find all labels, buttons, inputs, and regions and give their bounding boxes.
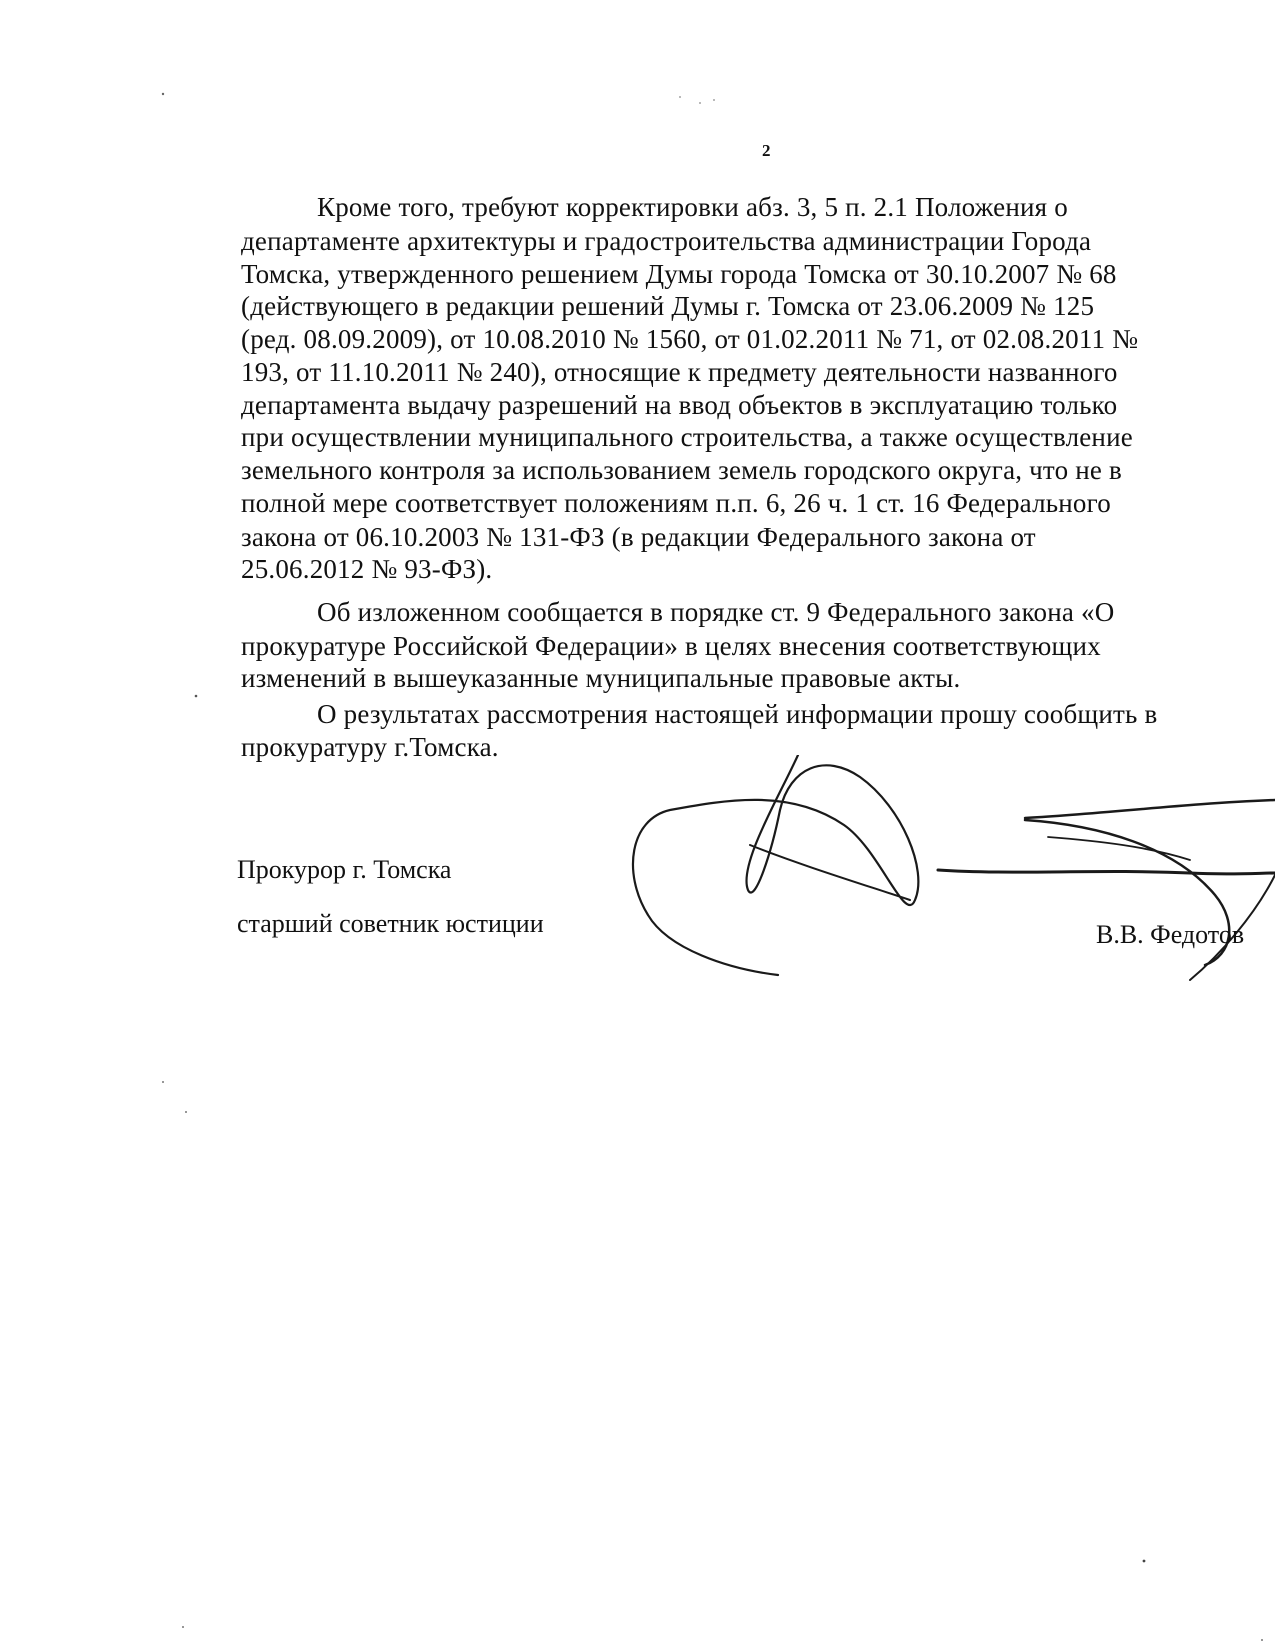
paragraph-3-line-1: О результатах рассмотрения настоящей информации прошу сообщить в (317, 699, 1158, 729)
paragraph-1-line-7: департамента выдачу разрешений на ввод объектов в эксплуатацию только (241, 390, 1118, 420)
page-number: 2 (762, 141, 771, 160)
paragraph-1-line-8: при осуществлении муниципального строительства, а также осуществление (241, 422, 1133, 452)
paragraph-1-line-11: закона от 06.10.2003 № 131-ФЗ (в редакции Федерального закона от (241, 522, 1036, 552)
paragraph-1-line-10: полной мере соответствует положениям п.п. 6, 26 ч. 1 ст. 16 Федерального (241, 488, 1111, 518)
paragraph-2-line-1: Об изложенном сообщается в порядке ст. 9 Федерального закона «О (317, 597, 1115, 627)
signatory-title: Прокурор г. Томска (237, 855, 452, 884)
paragraph-1-line-3: Томска, утвержденного решением Думы города Томска от 30.10.2007 № 68 (241, 259, 1117, 289)
paragraph-1-line-12: 25.06.2012 № 93-ФЗ). (241, 554, 493, 584)
signatory-rank: старший советник юстиции (237, 909, 544, 938)
paragraph-1-line-9: земельного контроля за использованием земель городского округа, что не в (241, 455, 1122, 485)
paragraph-1-line-6: 193, от 11.10.2011 № 240), относящие к предмету деятельности названного (241, 357, 1118, 387)
paragraph-1-line-1: Кроме того, требуют корректировки абз. 3, 5 п. 2.1 Положения о (317, 192, 1068, 222)
paragraph-1-line-4: (действующего в редакции решений Думы г. Томска от 23.06.2009 № 125 (241, 291, 1095, 321)
paragraph-2-line-2: прокуратуре Российской Федерации» в целях внесения соответствующих (241, 631, 1101, 661)
paragraph-1-line-2: департаменте архитектуры и градостроительства администрации Города (241, 226, 1092, 256)
signatory-name: В.В. Федотов (1096, 920, 1245, 949)
handwritten-signature (630, 755, 1275, 990)
paragraph-3-line-2: прокуратуру г.Томска. (241, 732, 499, 762)
paragraph-1-line-5: (ред. 08.09.2009), от 10.08.2010 № 1560, от 01.02.2011 № 71, от 02.08.2011 № (241, 324, 1139, 354)
paragraph-2-line-3: изменений в вышеуказанные муниципальные правовые акты. (241, 663, 961, 693)
